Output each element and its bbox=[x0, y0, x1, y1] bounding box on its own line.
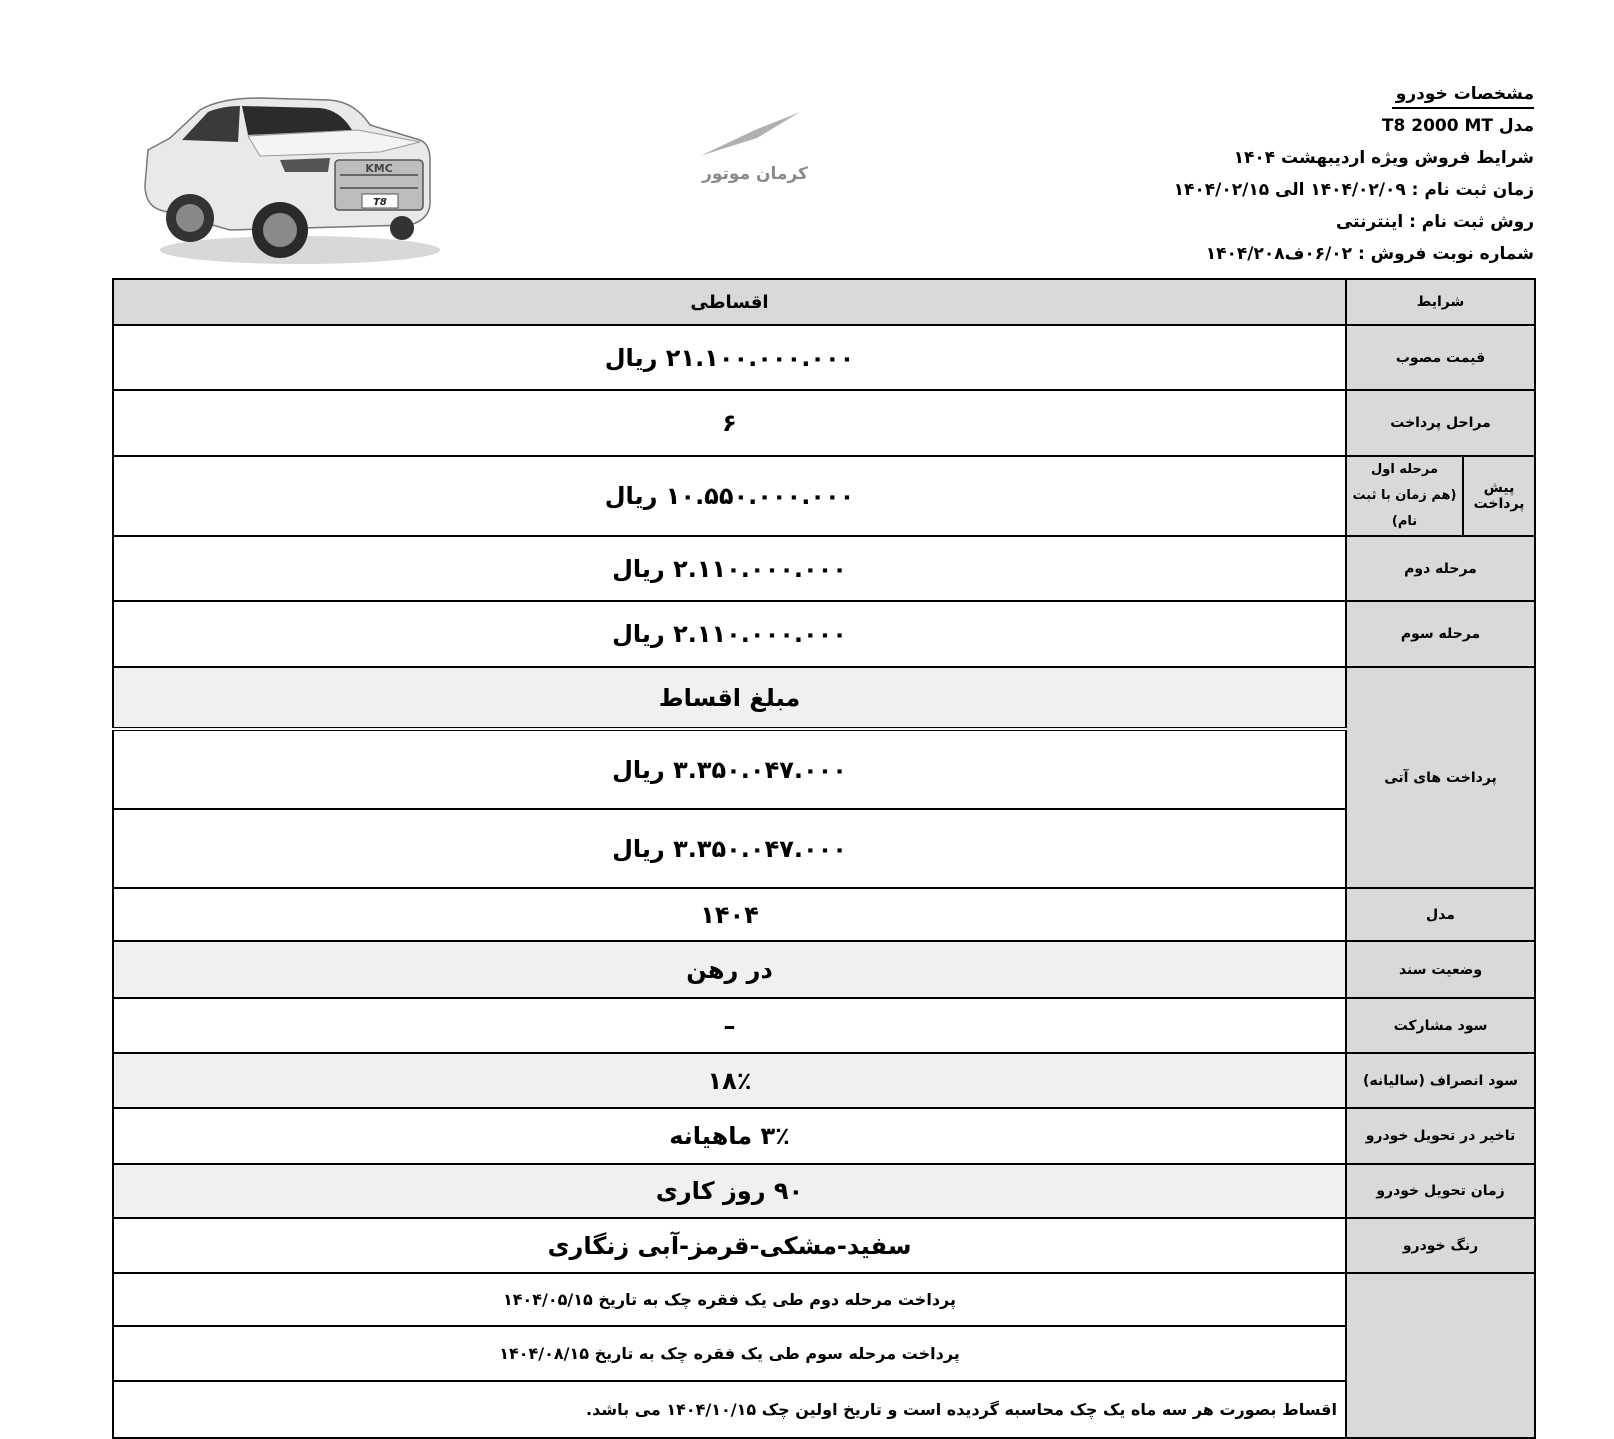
stage1-sublabel: (هم زمان با ثبت نام) bbox=[1352, 488, 1457, 529]
registration-method: روش ثبت نام : اینترنتی bbox=[1335, 212, 1534, 232]
stage2-label: مرحله دوم bbox=[1346, 536, 1535, 601]
svg-text:T8: T8 bbox=[373, 197, 387, 208]
table-row bbox=[113, 1108, 1535, 1164]
note-installment-schedule: اقساط بصورت هر سه ماه یک چک محاسبه گردیده است و تاریخ اولین چک ۱۴۰۴/۱۰/۱۵ می باشد. bbox=[113, 1381, 1346, 1438]
registration-time: زمان ثبت نام : ۱۴۰۴/۰۲/۰۹ الی ۱۴۰۴/۰۲/۱۵ bbox=[1173, 180, 1534, 200]
notes-label-cell bbox=[1346, 1273, 1535, 1438]
participation-profit-value: – bbox=[113, 998, 1346, 1053]
table-row bbox=[113, 729, 1535, 809]
brand-logo-text: کرمان موتور bbox=[702, 164, 808, 184]
svg-text:KMC: KMC bbox=[365, 162, 393, 175]
document-status-label: وضعیت سند bbox=[1346, 941, 1535, 998]
stage2-value: ۲.۱۱۰.۰۰۰.۰۰۰ ریال bbox=[113, 536, 1346, 601]
brand-logo bbox=[695, 108, 815, 193]
stage3-label: مرحله سوم bbox=[1346, 601, 1535, 667]
note-stage2-check: پرداخت مرحله دوم طی یک فقره چک به تاریخ ۱۴۰۴/۰۵/۱۵ bbox=[113, 1273, 1346, 1326]
table-row bbox=[113, 536, 1535, 601]
table-row bbox=[113, 888, 1535, 941]
payment-stages-value: ۶ bbox=[113, 390, 1346, 456]
note-row bbox=[113, 1273, 1535, 1326]
delivery-time-label: زمان تحویل خودرو bbox=[1346, 1164, 1535, 1218]
document-status-value: در رهن bbox=[113, 941, 1346, 998]
kerman-motor-logo-icon bbox=[695, 108, 815, 163]
model-year-label: مدل bbox=[1346, 888, 1535, 941]
future-payments-label: پرداخت های آتی bbox=[1346, 667, 1535, 888]
cancellation-profit-value: ۱۸٪ bbox=[113, 1053, 1346, 1108]
prepayment-stage1-label bbox=[1346, 456, 1463, 536]
car-image bbox=[130, 80, 440, 270]
car-color-label: رنگ خودرو bbox=[1346, 1218, 1535, 1273]
installment-value: ۳.۳۵۰.۰۴۷.۰۰۰ ریال bbox=[113, 729, 1346, 809]
table-row bbox=[113, 1053, 1535, 1108]
sale-conditions-table bbox=[112, 278, 1536, 1439]
table-row bbox=[113, 667, 1535, 729]
table-row bbox=[113, 1164, 1535, 1218]
prepayment-label: پیش پرداخت bbox=[1463, 456, 1535, 536]
table-row bbox=[113, 601, 1535, 667]
conditions-header-label: شرایط bbox=[1346, 279, 1535, 325]
table-header-row bbox=[113, 279, 1535, 325]
delivery-delay-value: ۳٪ ماهیانه bbox=[113, 1108, 1346, 1164]
note-row bbox=[113, 1326, 1535, 1381]
prepayment-stage1-value: ۱۰.۵۵۰.۰۰۰.۰۰۰ ریال bbox=[113, 456, 1346, 536]
delivery-time-value: ۹۰ روز کاری bbox=[113, 1164, 1346, 1218]
table-row bbox=[113, 456, 1535, 536]
note-row bbox=[113, 1381, 1535, 1438]
table-row bbox=[113, 998, 1535, 1053]
stage3-value: ۲.۱۱۰.۰۰۰.۰۰۰ ریال bbox=[113, 601, 1346, 667]
delivery-delay-label: تاخیر در تحویل خودرو bbox=[1346, 1108, 1535, 1164]
car-color-value: سفید-مشکی-قرمز-آبی زنگاری bbox=[113, 1218, 1346, 1273]
stage1-label: مرحله اول bbox=[1370, 462, 1439, 477]
spec-title: مشخصات خودرو bbox=[1392, 81, 1534, 109]
conditions-header-value: اقساطی bbox=[113, 279, 1346, 325]
installments-subheader: مبلغ اقساط bbox=[113, 667, 1346, 729]
note-stage3-check: پرداخت مرحله سوم طی یک فقره چک به تاریخ ۱۴۰۴/۰۸/۱۵ bbox=[113, 1326, 1346, 1381]
table-row bbox=[113, 390, 1535, 456]
vehicle-spec-header bbox=[1114, 78, 1534, 270]
cancellation-profit-label: سود انصراف (سالیانه) bbox=[1346, 1053, 1535, 1108]
model-line: مدل T8 2000 MT bbox=[1381, 116, 1534, 136]
table-row bbox=[113, 809, 1535, 888]
participation-profit-label: سود مشارکت bbox=[1346, 998, 1535, 1053]
installment-value: ۳.۳۵۰.۰۴۷.۰۰۰ ریال bbox=[113, 809, 1346, 888]
table-row bbox=[113, 941, 1535, 998]
sale-conditions-line: شرایط فروش ویژه اردیبهشت ۱۴۰۴ bbox=[1233, 148, 1534, 168]
table-row bbox=[113, 1218, 1535, 1273]
approved-price-value: ۲۱.۱۰۰.۰۰۰.۰۰۰ ریال bbox=[113, 325, 1346, 390]
sale-round-number: شماره نوبت فروش : ۰۶/۰۲ف۱۴۰۴/۲۰۸ bbox=[1205, 244, 1534, 264]
model-year-value: ۱۴۰۴ bbox=[113, 888, 1346, 941]
payment-stages-label: مراحل پرداخت bbox=[1346, 390, 1535, 456]
approved-price-label: قیمت مصوب bbox=[1346, 325, 1535, 390]
pickup-truck-icon bbox=[130, 80, 440, 270]
table-row bbox=[113, 325, 1535, 390]
